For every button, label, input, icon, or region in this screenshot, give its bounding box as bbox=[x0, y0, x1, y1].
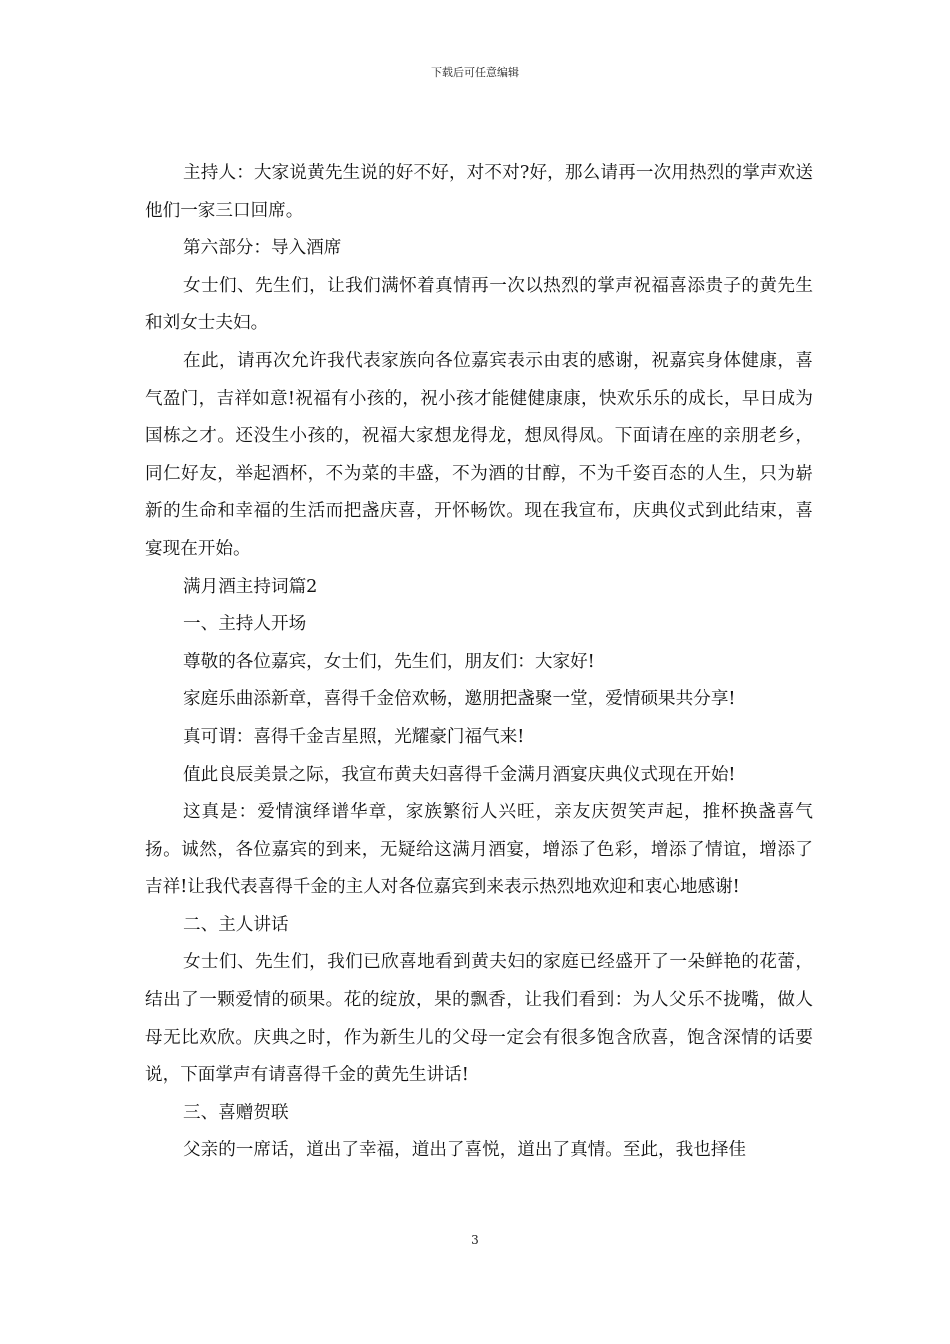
paragraph-father-speech: 父亲的一席话，道出了幸福，道出了喜悦，道出了真情。至此，我也择佳 bbox=[183, 1140, 747, 1161]
paragraph-host-speech: 女士们、先生们，我们已欣喜地看到黄夫妇的家庭已经盛开了一朵鲜艳的花蕾，结出了一颗爱情的硕果。花的绽放，果的飘香，让我们看到：为人父乐不拢嘴，做人母无比欢欣。庆典之时，作为新生儿的父母一定会有很多饱含欣喜，饱含深情的话要说，下面掌声有请喜得千金的黄先生讲话! bbox=[145, 952, 813, 1086]
paragraph-couplet-two: 真可谓：喜得千金吉星照，光耀豪门福气来! bbox=[183, 726, 525, 747]
section-heading-couplets: 三、喜赠贺联 bbox=[183, 1102, 289, 1123]
header-note: 下载后可任意编辑 bbox=[431, 66, 519, 79]
paragraph-welcome: 这真是：爱情演绎谱华章，家族繁衍人兴旺，亲友庆贺笑声起，推杯换盏喜气扬。诚然，各位嘉宾的到来，无疑给这满月酒宴，增添了色彩，增添了情谊，增添了吉祥!让我代表喜得千金的主人对各位嘉宾到来表示热烈地欢迎和衷心地感谢! bbox=[145, 802, 813, 898]
paragraph-toast-couple: 女士们、先生们，让我们满怀着真情再一次以热烈的掌声祝福喜添贵子的黄先生和刘女士夫妇。 bbox=[145, 275, 813, 334]
section-heading-opening: 一、主持人开场 bbox=[183, 614, 307, 635]
page-number: 3 bbox=[471, 1233, 479, 1247]
document-body bbox=[145, 155, 813, 1170]
paragraph-ceremony-start: 值此良辰美景之际，我宣布黄夫妇喜得千金满月酒宴庆典仪式现在开始! bbox=[183, 764, 736, 785]
section-title-part-two: 满月酒主持词篇2 bbox=[183, 576, 318, 597]
section-heading-host-speech: 二、主人讲话 bbox=[183, 914, 289, 935]
paragraph-couplet-one: 家庭乐曲添新章，喜得千金倍欢畅，邀朋把盏聚一堂，爱情硕果共分享! bbox=[183, 689, 736, 710]
section-heading-part-six: 第六部分：导入酒席 bbox=[183, 238, 342, 259]
paragraph-thanks-and-toast: 在此，请再次允许我代表家族向各位嘉宾表示由衷的感谢，祝嘉宾身体健康，喜气盈门，吉祥如意!祝福有小孩的，祝小孩才能健健康康，快欢乐乐的成长，早日成为国栋之才。还没生小孩的，祝福大家想龙得龙，想凤得凤。下面请在座的亲朋老乡，同仁好友，举起酒杯，不为菜的丰盛，不为酒的甘醇，不为千姿百态的人生，只为崭新的生命和幸福的生活而把盏庆喜，开怀畅饮。现在我宣布，庆典仪式到此结束，喜宴现在开始。 bbox=[145, 350, 813, 559]
paragraph-host-remark: 主持人：大家说黄先生说的好不好，对不对?好，那么请再一次用热烈的掌声欢送他们一家三口回席。 bbox=[145, 163, 813, 221]
paragraph-greeting: 尊敬的各位嘉宾，女士们，先生们，朋友们：大家好! bbox=[183, 651, 595, 672]
